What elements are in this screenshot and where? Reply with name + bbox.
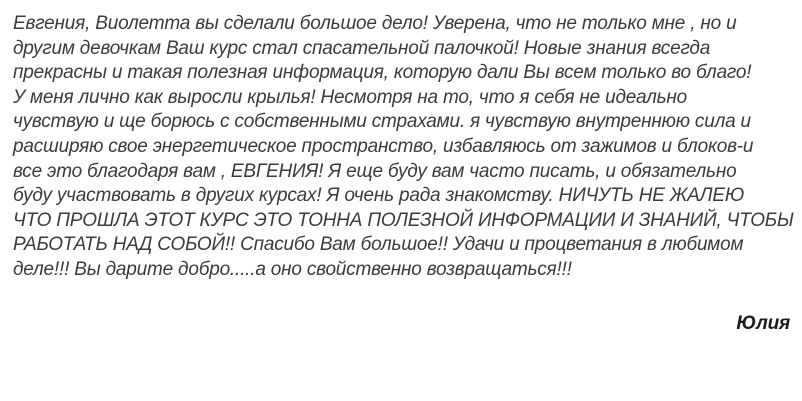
testimonial-line: все это благодаря вам , ЕВГЕНИЯ! Я еще буду вам часто писать, и обязательно bbox=[13, 160, 737, 182]
testimonial-line: ЧТО ПРОШЛА ЭТОТ КУРС ЭТО ТОННА ПОЛЕЗНОЙ ИНФОРМАЦИИ И ЗНАНИЙ, ЧТОБЫ bbox=[13, 209, 794, 231]
testimonial-line: чувствую и ще борюсь с собственными страхами. я чувствую внутреннюю сила и bbox=[13, 111, 751, 133]
testimonial-line: РАБОТАТЬ НАД СОБОЙ!! Спасибо Вам большое!! Удачи и процветания в любимом bbox=[13, 234, 744, 256]
testimonial-text bbox=[13, 12, 794, 283]
testimonial-line: буду участвовать в других курсах! Я очень рада знакомству. НИЧУТЬ НЕ ЖАЛЕЮ bbox=[13, 185, 745, 207]
testimonial-line: расширяю свое энергетическое пространство, избавляюсь от зажимов и блоков-и bbox=[13, 135, 754, 157]
signature: Юлия bbox=[736, 312, 790, 334]
testimonial-line: другим девочкам Ваш курс стал спасательной палочкой! Новые знания всегда bbox=[13, 37, 711, 59]
testimonial-line: деле!!! Вы дарите добро.....а оно свойственно возвращаться!!! bbox=[13, 258, 572, 280]
testimonial-line: прекрасны и такая полезная информация, которую дали Вы всем только во благо! bbox=[13, 62, 752, 84]
testimonial-line: Евгения, Виолетта вы сделали большое дело! Уверена, что не только мне , но и bbox=[13, 13, 737, 34]
testimonial-line: У меня лично как выросли крылья! Несмотря на то, что я себя не идеально bbox=[13, 86, 688, 108]
